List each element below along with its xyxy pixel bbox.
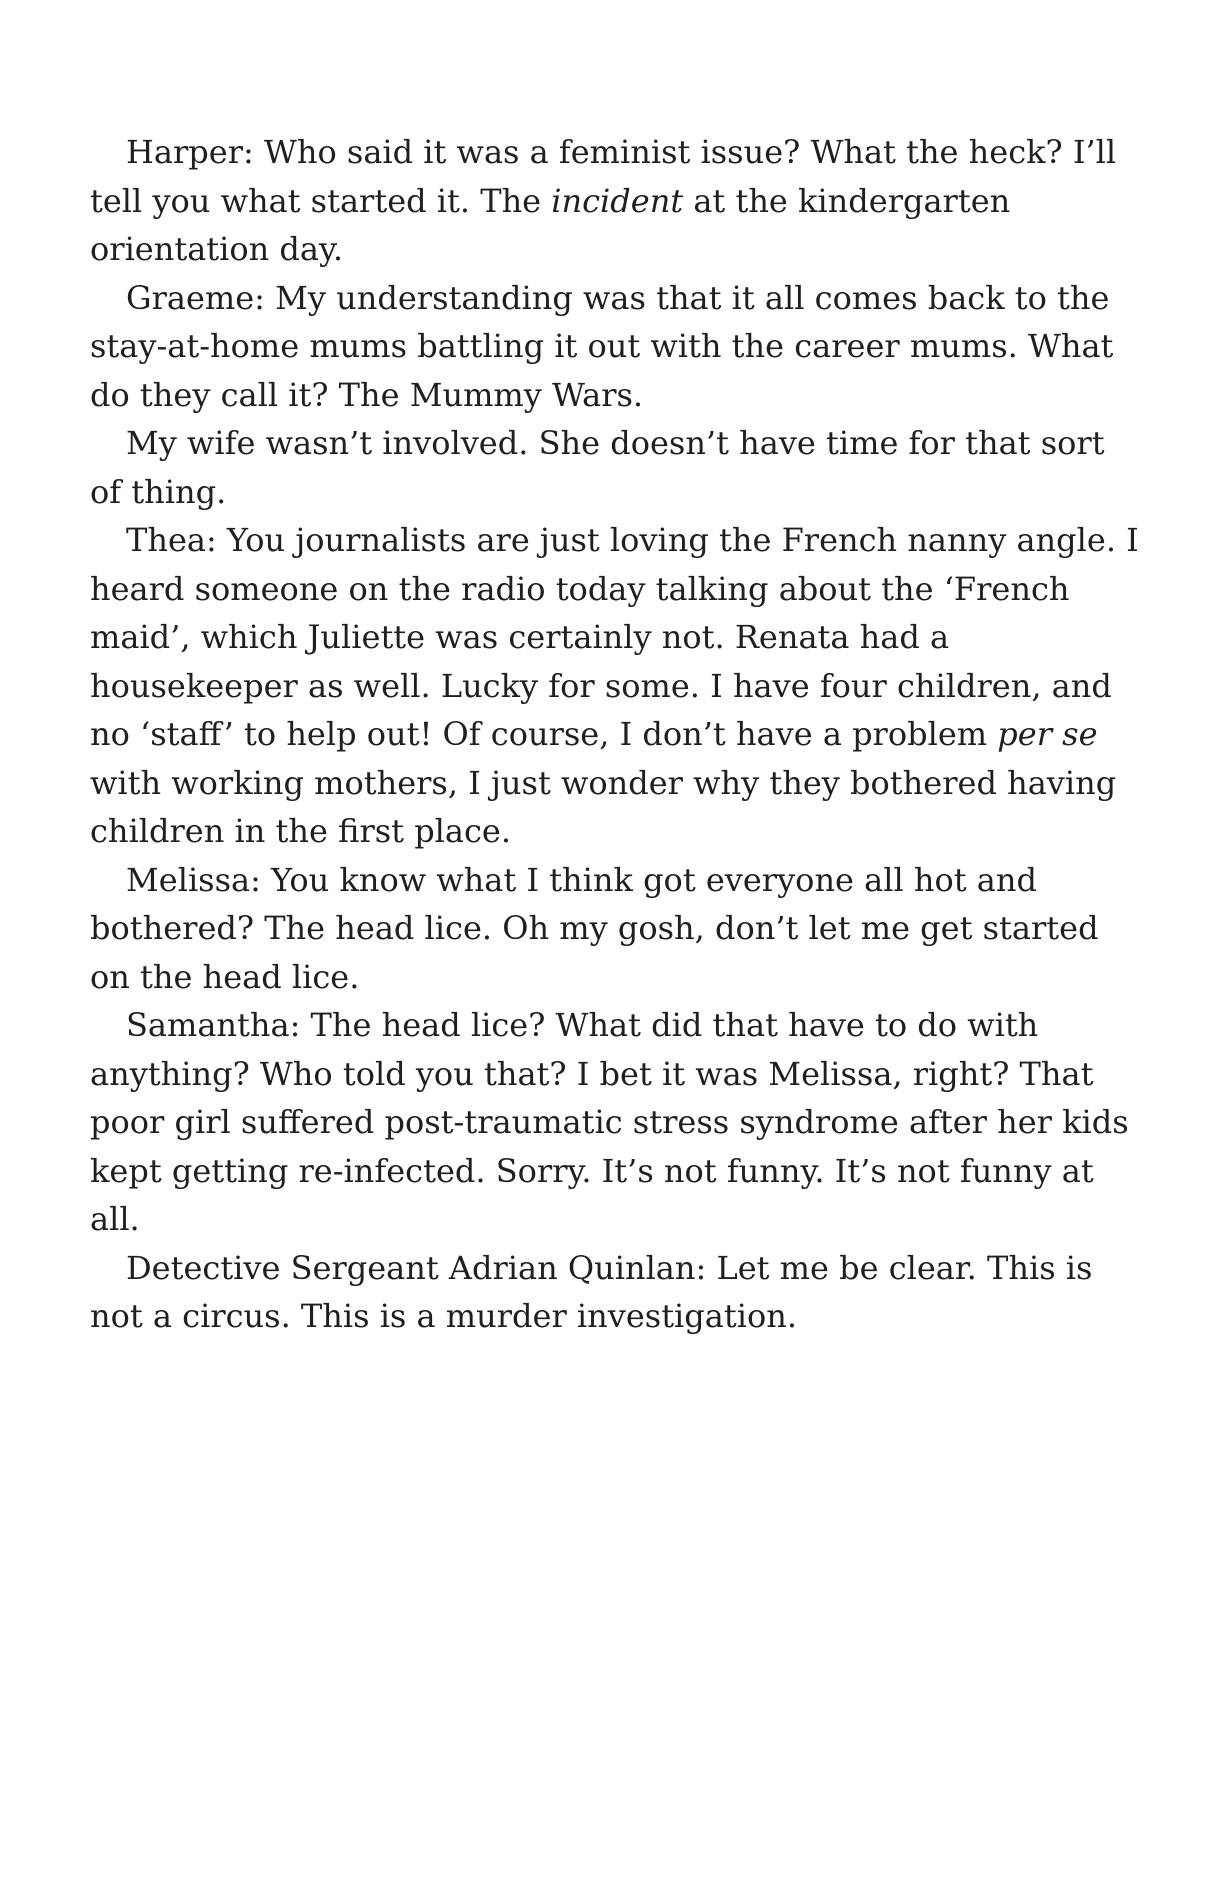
text-segment: with working mothers, I just wonder why they bothered having children in the first place. (90, 763, 1117, 850)
book-page (90, 128, 1145, 1341)
italic-segment: incident (551, 181, 684, 220)
text-segment: Harper: Who said it was a feminist issue? What the heck? I’ll tell you what started it. The (90, 133, 1117, 220)
paragraph-detective (90, 1244, 1145, 1341)
text-segment: My wife wasn’t involved. She doesn’t have time for that sort of thing. (90, 424, 1105, 511)
text-segment: Thea: You journalists are just loving the French nanny angle. I heard someone on the radio today talking about the ‘French maid’, which Juliette was certainly not. Renata had a housekeeper as well. Lucky for some. I have four children, and no ‘staff’ to help out! Of course, I don’t have a problem (90, 521, 1139, 753)
paragraph-graeme-continued (90, 419, 1145, 516)
text-segment: Melissa: You know what I think got everyone all hot and bothered? The head lice. Oh my gosh, don’t let me get started on the head lice. (90, 860, 1099, 996)
paragraph-harper (90, 128, 1145, 274)
text-segment: Samantha: The head lice? What did that have to do with anything? Who told you that? I bet it was Melissa, right? That poor girl suffered post-traumatic stress syndrome after her kids kept getting re-infected. Sorry. It’s not funny. It’s not funny at all. (90, 1006, 1129, 1238)
paragraph-samantha (90, 1001, 1145, 1244)
paragraph-thea (90, 516, 1145, 856)
paragraph-melissa (90, 856, 1145, 1002)
italic-segment: per se (997, 715, 1098, 753)
text-segment: Graeme: My understanding was that it all comes back to the stay-at-home mums battling it out with the career mums. What do they call it? The Mummy Wars. (90, 278, 1114, 414)
paragraph-graeme (90, 274, 1145, 420)
text-segment: Detective Sergeant Adrian Quinlan: Let me be clear. This is not a circus. This is a murder investigation. (90, 1248, 1093, 1335)
text-segment: at the kindergarten orientation day. (90, 181, 1011, 268)
